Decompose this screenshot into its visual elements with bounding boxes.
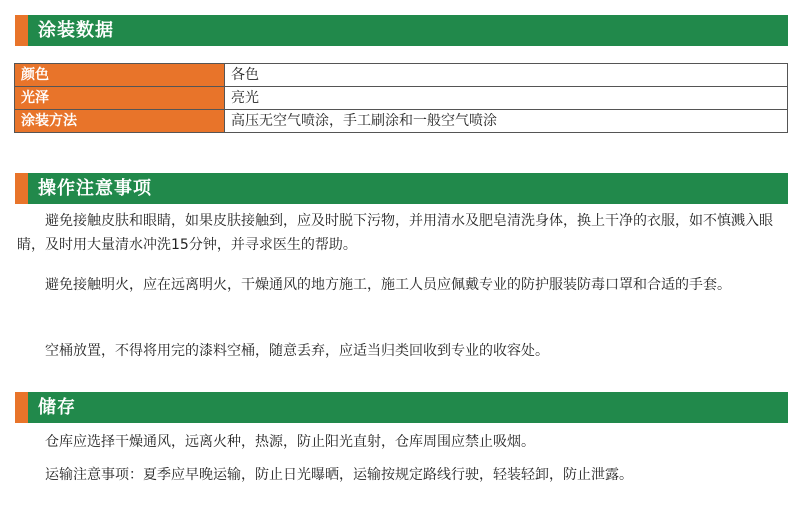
table-row: [15, 110, 788, 133]
precaution-paragraph-1: 避免接触皮肤和眼睛，如果皮肤接触到，应及时脱下污物，并用清水及肥皂清洗身体，换上干净的衣服，如不慎溅入眼睛，及时用大量清水冲洗15分钟，并寻求医生的帮助。: [17, 213, 773, 253]
table-row: [15, 87, 788, 110]
section-header-storage: [15, 392, 788, 423]
section-title-storage: 储存: [28, 392, 788, 423]
section-title-precautions: 操作注意事项: [28, 173, 788, 204]
section-header-coating: [15, 15, 788, 46]
coating-data-table: [14, 63, 788, 133]
storage-paragraph-2: 运输注意事项：夏季应早晚运输，防止日光曝晒，运输按规定路线行驶，轻装轻卸，防止泄露。: [45, 467, 633, 483]
row-label-color: 颜色: [15, 64, 225, 87]
storage-paragraph-1: 仓库应选择干燥通风，远离火种，热源，防止阳光直射，仓库周围应禁止吸烟。: [45, 434, 535, 450]
row-value-gloss: 亮光: [225, 87, 788, 110]
row-value-color: 各色: [225, 64, 788, 87]
row-value-method: 高压无空气喷涂，手工刷涂和一般空气喷涂: [225, 110, 788, 133]
row-label-gloss: 光泽: [15, 87, 225, 110]
table-row: [15, 64, 788, 87]
section-title-coating: 涂装数据: [28, 15, 788, 46]
section-header-precautions: [15, 173, 788, 204]
row-label-method: 涂装方法: [15, 110, 225, 133]
precaution-paragraph-2: 避免接触明火，应在远离明火，干燥通风的地方施工，施工人员应佩戴专业的防护服装防毒口罩和合适的手套。: [45, 277, 731, 293]
header-accent: [15, 173, 28, 204]
header-accent: [15, 15, 28, 46]
precaution-paragraph-3: 空桶放置，不得将用完的漆料空桶，随意丢弃，应适当归类回收到专业的收容处。: [45, 343, 549, 359]
header-accent: [15, 392, 28, 423]
